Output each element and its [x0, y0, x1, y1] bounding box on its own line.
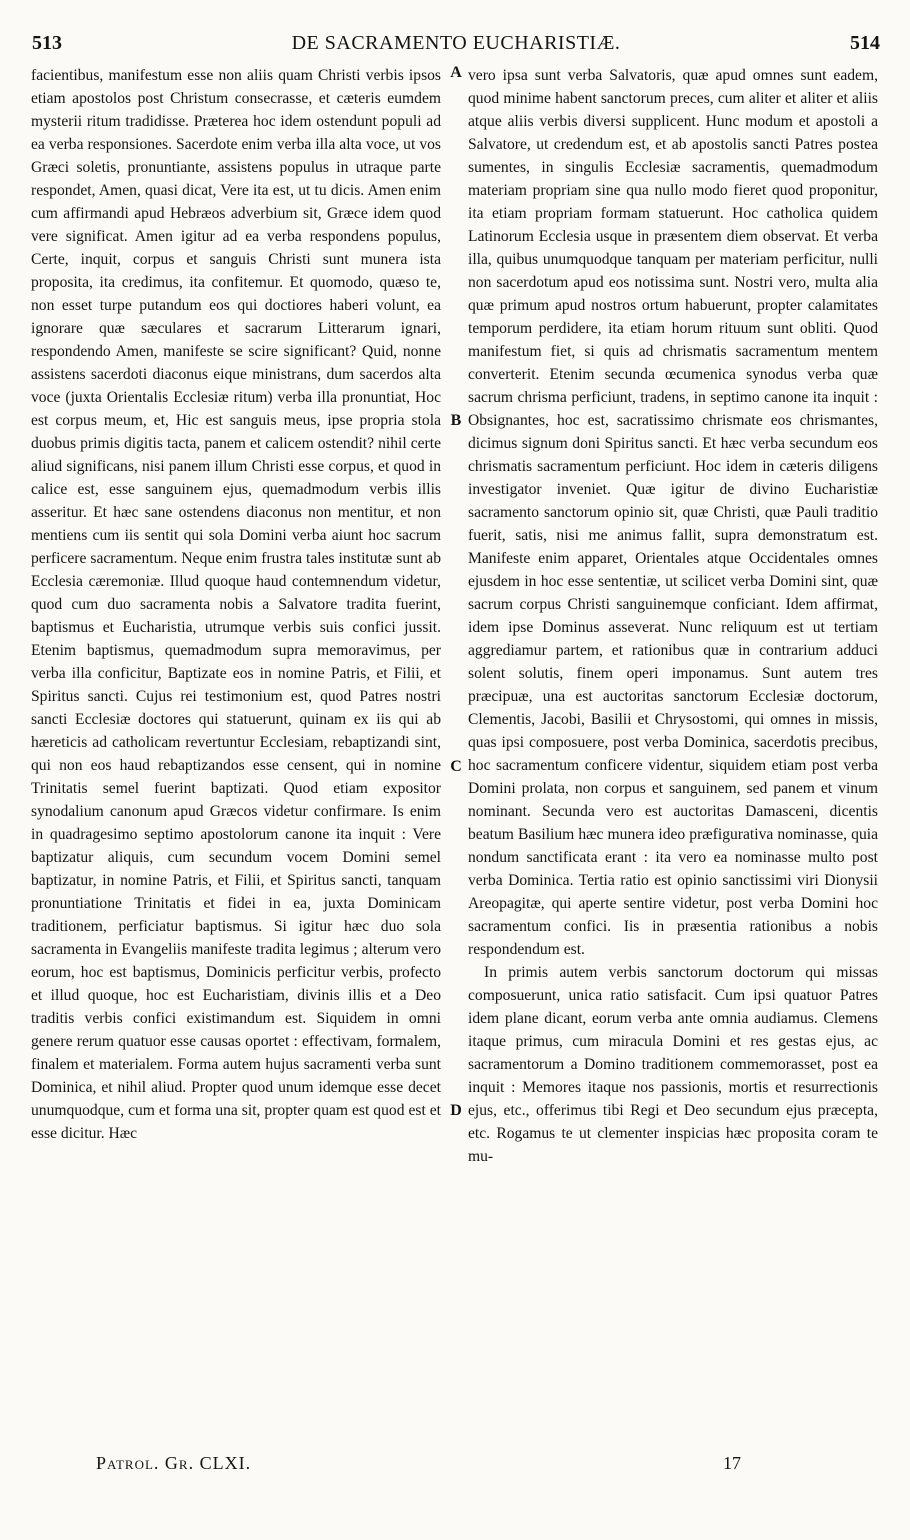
- running-head: [32, 32, 880, 58]
- left-column: [31, 64, 441, 1444]
- right-paragraph-1: vero ipsa sunt verba Salvatoris, quæ apud omnes sunt eadem, quod minime habent sanctorum preces, cum aliter et aliter et aliis atque aliis verbis diversi supplicent. Hunc modum et apostoli a Salvatore, ut credendum est, et ab apostolis sancti Patres postea sumentes, in singulis Ecclesiæ sacramentis, quemadmodum materiam propriam sine qua nullo modo fieret quod proponitur, ita etiam propriam formam statuerunt. Hoc catholica quidem Latinorum Ecclesia usque in præsentem diem observat. Et verba illa, quibus unumquodque tanquam per materiam perficitur, nulli non sacerdotum apud eos notissima sunt. Nostri vero, multa alia quæ primum apud nostros ortum habuerunt, propter calamitates temporum perdidere, ita etiam horum rituum sunt obliti. Quod manifestum fiet, si quis ad chrismatis sacramentum mentem converterit. Etenim secunda œcumenica synodus verba quæ sacrum chrisma perficiunt, tradens, in septimo canone ita inquit : Obsignantes, hoc est, sacratissimo chrismate eos chrismantes, dicimus signum doni Spiritus sancti. Et hæc verba secundum eos chrismatis sacramentum perficiunt. Hoc idem in cæteris diligens investigator inveniet. Quæ igitur de divino Eucharistiæ sacramento sanctorum opinio sit, quæ Christi, quæ Pauli traditio fuerit, satis, nisi me animus fallit, supra demonstratum est. Manifeste enim apparet, Orientales atque Occidentales omnes ejusdem in hoc esse sententiæ, ut scilicet verba Domini sint, quæ sacrum corpus Christi sanguinemque conficiant. Idem affirmat, idem ipse Dominus asseverat. Nunc reliquum est ut tertiam aggrediamur partem, et rationibus quæ in contrarium adduci solent solutis, finem operi imponamus. Sunt autem tres præcipuæ, una est auctoritas sanctorum Ecclesiæ doctorum, Clementis, Jacobi, Basilii et Chrysostomi, qui omnes in missis, quas ipsi composuere, post verba Dominica, sacerdotis precibus, hoc sacramentum conficere videntur, siquidem etiam post verba Domini prolata, non corpus et sanguinem, sed panem et vinum nominant. Secunda vero est auctoritas Damasceni, dicentis beatum Basilium hæc munera ideo præfigurativa nominasse, quia nondum sanctificata erant : ita vero ea nominasse multo post verba Dominica. Tertia ratio est opinio sanctissimi viri Dionysii Areopagitæ, qui aperte sentire videtur, post verba Domini hoc sacramentum confici. Iis in præsentia rationibus a nobis respondendum est.: [468, 67, 878, 958]
- section-marker-a: A: [450, 64, 462, 81]
- section-marker-c: C: [450, 758, 462, 775]
- section-marker-b: B: [450, 412, 462, 429]
- right-column: [468, 64, 878, 1444]
- left-paragraph-1: facientibus, manifestum esse non aliis quam Christi verbis ipsos etiam apostolos post Christum consecrasse, et cæteris eumdem mysterii ritum tradidisse. Præterea hoc idem ostendunt populi ad ea verba responsiones. Sacerdote enim verba illa alta voce, ut vos Græci soletis, pronuntiante, assistens populus in utraque parte respondet, Amen, quasi dicat, Vere ita est, ut tu dicis. Amen enim cum affirmandi apud Hebræos adverbium sit, Græce idem quod vere significat. Amen igitur ad ea verba respondens populus, Certe, inquit, corpus et sanguis Christi sunt munera ista proposita, ita credimus, ita confitemur. Et quomodo, quæso te, non esset turpe putandum eos qui doctiores haberi volunt, ea ignorare quæ sæculares et sacrarum Litterarum ignari, respondendo Amen, manifeste se scire significant? Quid, nonne assistens sacerdoti diaconus eique ministrans, dum sacerdos alta voce (juxta Orientalis Ecclesiæ ritum) verba illa pronuntiat, Hoc est corpus meum, et, Hic est sanguis meus, ipse propria stola duobus primis digitis tacta, panem et calicem ostendit? nihil certe aliud significans, nisi panem illum Christi esse corpus, et quod in calice est, esse sanguinem ejus, quemadmodum verbis illis asseritur. Et hæc sane ostendens diaconus non mentitur, et non mentiens cum iis sentit qui sola Domini verba aiunt hoc sacrum perficere sacramentum. Neque enim frustra tales institutæ sunt ab Ecclesia cæremoniæ. Illud quoque haud contemnendum videtur, quod cum duo sacramenta nobis a Salvatore tradita fuerint, baptismus et Eucharistia, utrumque verbis suis confici jussit. Etenim baptismus, quemadmodum supra memoravimus, per verba illa conficitur, Baptizate eos in nomine Patris, et Filii, et Spiritus sancti. Cujus rei testimonium est, quod Patres nostri sancti Ecclesiæ doctores qui statuerunt, quinam ex iis qui ab hæreticis ad catholicam revertuntur Ecclesiam, rebaptizandi sint, qui non eos haud rebaptizandos esse censent, qui in nomine Trinitatis semel fuerint baptizati. Quod etiam expositor synodalium canonum apud Græcos videtur confirmare. Is enim in quadragesimo septimo apostolorum canone ita inquit : Vere baptizatur aliquis, cum secundum vocem Domini semel baptizatur, in nomine Patris, et Filii, et Spiritus sancti, tanquam pronuntiatione Trinitatis et fidei in ea, juxta Dominicam traditionem, perficiatur baptismus. Si igitur hæc duo sola sacramenta in Evangeliis manifeste tradita legimus ; alterum vero eorum, hoc est baptismus, Dominicis perficitur verbis, profecto et illud quoque, hoc est Eucharistiam, divinis illis et a Deo traditis verbis confici existimandum est. Siquidem in omni genere rerum quatuor esse causas oportet : effectivam, formalem, finalem et materialem. Forma autem hujus sacramenti verba sunt Dominica, et nihil aliud. Propter quod unum idemque esse decet unumquodque, cum et forma una sit, propter quam est quod est et esse dicitur. Hæc: [31, 67, 441, 1142]
- footer-sheet-number: 17: [723, 1453, 741, 1473]
- page-number-left: 513: [32, 32, 62, 54]
- right-paragraph-2: In primis autem verbis sanctorum doctorum qui missas composuerunt, unica ratio satisfacit. Cum ipsi quatuor Patres idem plane dicant, eorum verba ante omnia audiamus. Clemens itaque primus, cum miracula Domini et res gestas ejus, ac sacramentorum a Domino traditionem commemorasset, post ea inquit : Memores itaque nos passionis, mortis et resurrectionis ejus, etc., offerimus tibi Regi et Deo secundum ejus præcepta, etc. Rogamus te ut clementer inspicias hæc proposita coram te mu-: [468, 964, 878, 1165]
- running-title: DE SACRAMENTO EUCHARISTIÆ.: [291, 32, 621, 54]
- section-marker-d: D: [450, 1102, 462, 1119]
- footer-signature: Patrol. Gr. CLXI.: [96, 1453, 252, 1473]
- page-number-right: 514: [850, 32, 880, 54]
